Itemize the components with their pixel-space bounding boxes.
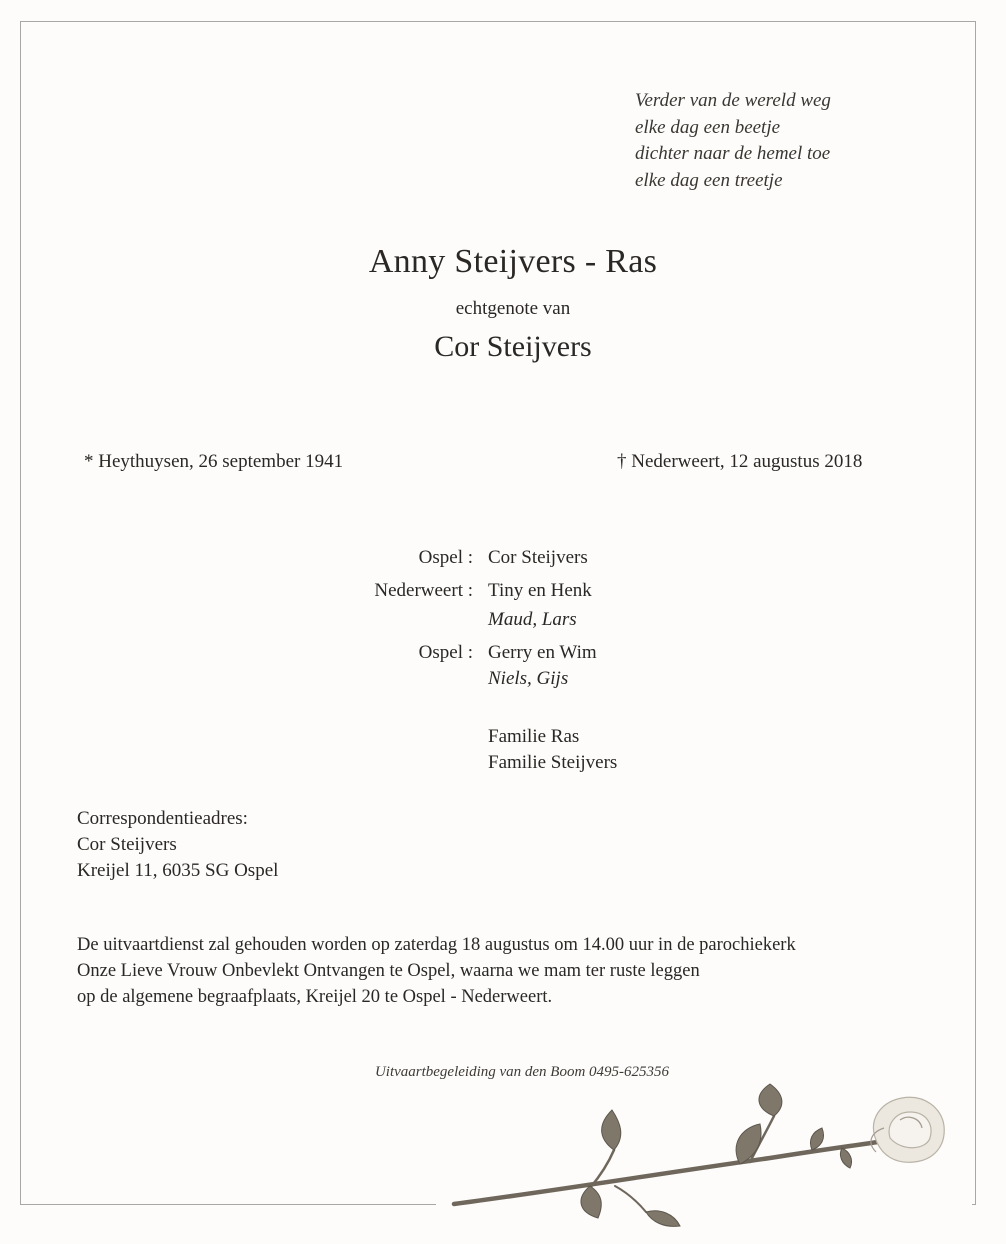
funeral-line: op de algemene begraafplaats, Kreijel 20 te Ospel - Nederweert. (77, 987, 553, 1007)
extended-family-name: Familie Steijvers (488, 752, 618, 773)
undertaker-credit: Uitvaartbegeleiding van den Boom 0495-625356 (374, 1064, 670, 1080)
correspondence-label: Correspondentieadres: (77, 808, 248, 829)
poem-line: elke dag een beetje (635, 116, 781, 138)
correspondence-name: Cor Steijvers (77, 834, 177, 855)
rose-illustration (440, 1080, 960, 1230)
grandchildren-names: Niels, Gijs (488, 668, 569, 689)
poem-line: Verder van de wereld weg (635, 90, 831, 111)
poem-line: elke dag een treetje (635, 169, 783, 191)
deceased-name: Anny Steijvers - Ras (368, 243, 658, 280)
funeral-line: De uitvaartdienst zal gehouden worden op zaterdag 18 augustus om 14.00 uur in de parochiekerk (77, 935, 796, 955)
family-place: Ospel : (418, 547, 473, 568)
family-names: Gerry en Wim (488, 642, 597, 663)
family-place: Nederweert : (374, 580, 473, 601)
correspondence-street: Kreijel 11, 6035 SG Ospel (77, 860, 279, 881)
family-place: Ospel : (418, 642, 473, 663)
family-names: Tiny en Henk (488, 580, 592, 601)
extended-family-name: Familie Ras (488, 726, 580, 747)
grandchildren-names: Maud, Lars (488, 609, 577, 630)
funeral-info (77, 932, 796, 1010)
rose-flower (871, 1097, 944, 1162)
correspondence-address (77, 806, 278, 884)
spouse-name: Cor Steijvers (434, 330, 592, 363)
poem-line: dichter naar de hemel toe (635, 143, 831, 164)
relation-text: echtgenote van (455, 298, 571, 319)
death-info: † Nederweert, 12 augustus 2018 (617, 451, 863, 472)
funeral-line: Onze Lieve Vrouw Onbevlekt Ontvangen te Ospel, waarna we mam ter ruste leggen (77, 961, 700, 981)
poem (635, 88, 831, 194)
birth-info: * Heythuysen, 26 september 1941 (84, 451, 344, 472)
family-names: Cor Steijvers (488, 547, 588, 568)
